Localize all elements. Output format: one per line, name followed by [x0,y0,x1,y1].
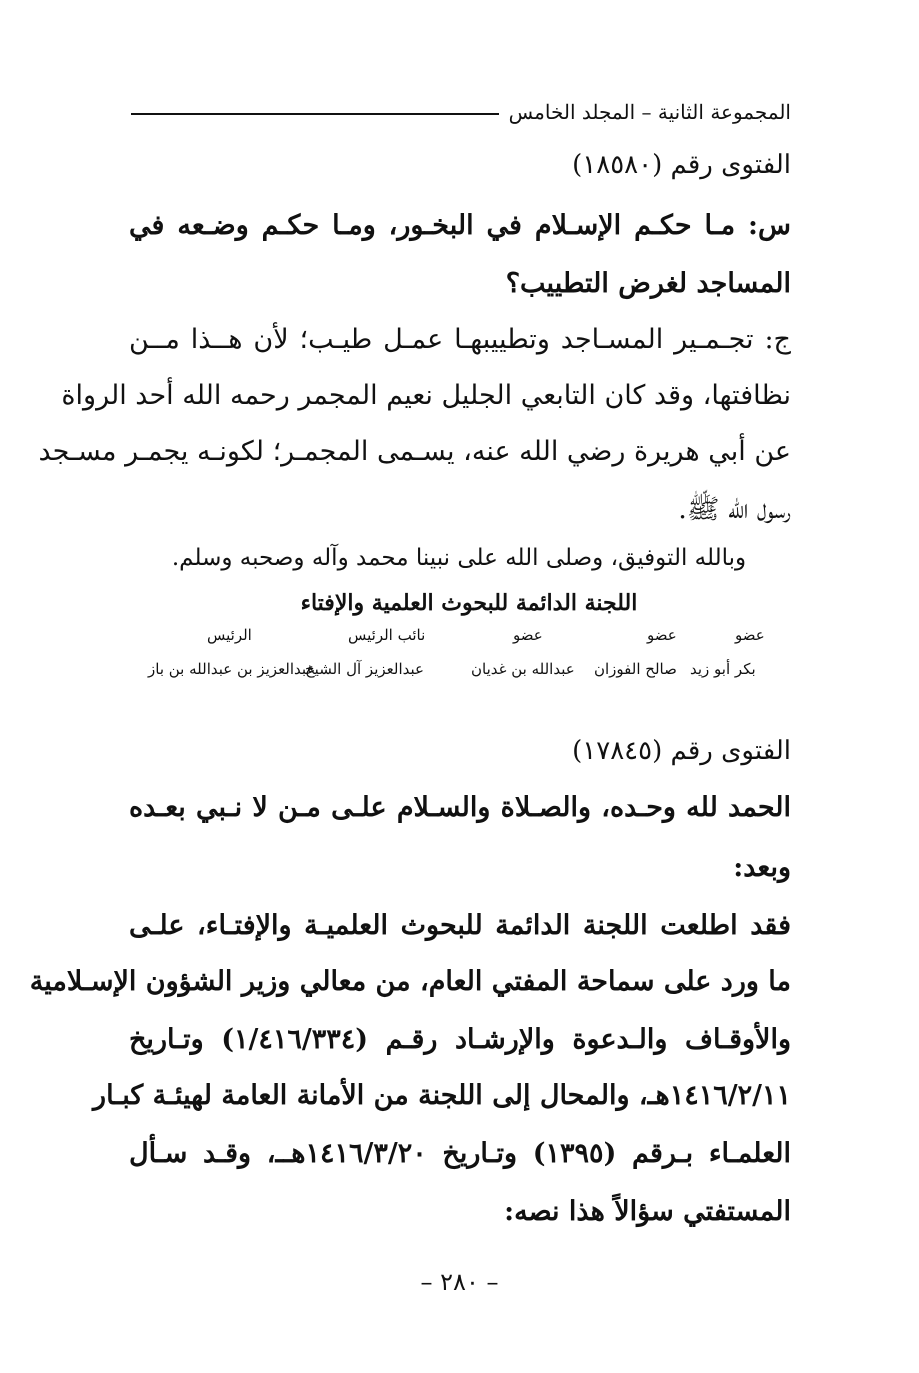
fatwa-1-answer-line-1: ج: تجـمـير المسـاجد وتطييبهـا عمـل طيـب؛ لأن هــذا مــن [129,324,791,355]
fatwa-2-intro-line-1: الحمد لله وحـده، والصـلاة والسـلام علـى مـن لا نـبي بعـده [129,792,791,823]
fatwa-1-closing: وبالله التوفيق، وصلى الله على نبينا محمد وآله وصحبه وسلم. [171,545,747,571]
signatory-title-5: عضو [735,626,765,644]
fatwa-2-number: الفتوى رقم (١٧٨٤٥) [572,736,791,766]
running-header [131,96,791,128]
header-rule [131,113,499,115]
fatwa-2-body-line-2: ما ورد على سماحة المفتي العام، من معالي وزير الشؤون الإسـلامية [29,966,791,997]
fatwa-2-body-line-1: فقد اطلعت اللجنة الدائمة للبحوث العلميـة والإفتـاء، علـى [129,910,791,941]
committee-name: اللجنة الدائمة للبحوث العلمية والإفتاء [300,590,638,616]
signatory-title-3: عضو [513,626,543,644]
fatwa-2-body-line-6: المستفتي سؤالاً هذا نصه: [504,1196,791,1227]
fatwa-1-number: الفتوى رقم (١٨٥٨٠) [572,150,791,180]
fatwa-1-question-line-1: س: مـا حكـم الإسـلام في البخـور، ومـا حكـم وضـعه في [129,210,791,241]
signatory-name-4: صالح الفوزان [594,660,677,678]
fatwa-2-intro-line-2: وبعد: [733,852,791,883]
fatwa-1-question-line-2: المساجد لغرض التطييب؟ [505,268,791,299]
running-title: المجموعة الثانية – المجلد الخامس [508,100,791,124]
signatory-title-4: عضو [647,626,677,644]
signatory-name-5: بكر أبو زيد [690,660,756,678]
fatwa-2-body-line-3: والأوقـاف والـدعوة والإرشـاد رقـم (١/٤١٦/٣٣٤) وتـاريخ [129,1024,791,1055]
fatwa-1-answer-line-3: عن أبي هريرة رضي الله عنه، يسـمى المجمـر؛ لكونـه يجمـر مسـجد [38,436,791,467]
signatory-title-1: الرئيس [207,626,252,644]
signatory-title-2: نائب الرئيس [348,626,426,644]
fatwa-1-answer-line-4: رسول الله ﷺ. [678,494,791,525]
page-number: – ٢٨٠ – [420,1268,499,1296]
signatory-name-1: عبدالعزيز بن عبدالله بن باز [148,660,316,678]
signatory-name-2: عبدالعزيز آل الشيخ [305,660,424,678]
fatwa-1-answer-line-2: نظافتها، وقد كان التابعي الجليل نعيم المجمر رحمه الله أحد الرواة [61,380,791,411]
fatwa-2-body-line-5: العلمـاء بـرقم (١٣٩٥) وتـاريخ ١٤١٦/٣/٢٠هــ، وقـد سـأل [129,1138,791,1169]
signatory-name-3: عبدالله بن غديان [471,660,575,678]
fatwa-2-body-line-4: ١٤١٦/٢/١١هـ، والمحال إلى اللجنة من الأمانة العامة لهيئـة كبـار [93,1080,791,1111]
